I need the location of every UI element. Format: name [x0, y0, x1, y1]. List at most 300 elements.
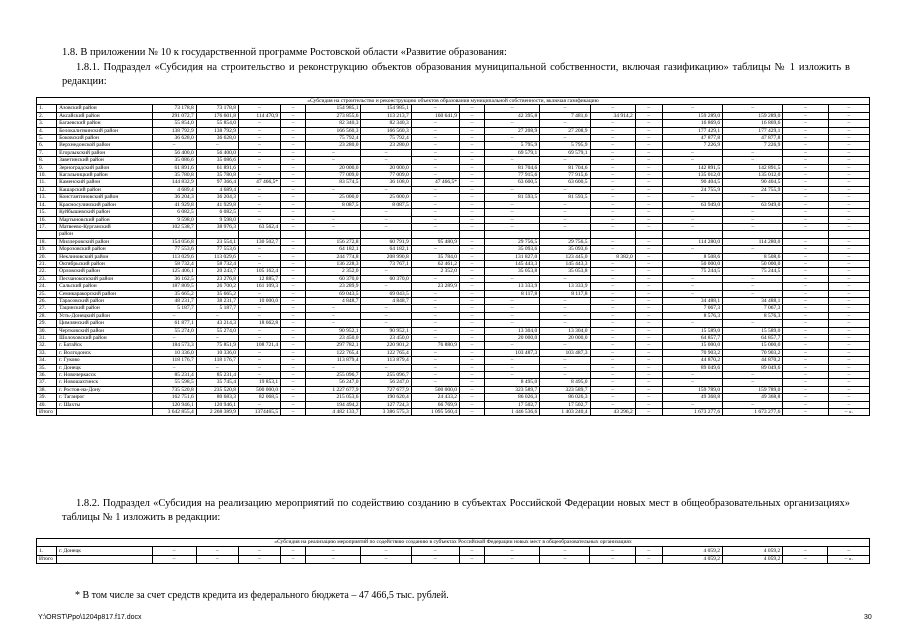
- value-cell: – ».: [828, 555, 870, 563]
- value-cell: 10 336,0: [152, 349, 196, 356]
- value-cell: –: [828, 238, 869, 245]
- value-cell: –: [828, 290, 869, 297]
- value-cell: –: [306, 320, 361, 327]
- table-row: [37, 231, 870, 238]
- value-cell: –: [635, 335, 662, 342]
- value-cell: –: [590, 238, 635, 245]
- value-cell: –: [281, 555, 306, 563]
- value-cell: 90 404,5: [662, 179, 722, 186]
- value-cell: 77 553,6: [152, 246, 196, 253]
- value-cell: –: [828, 201, 869, 208]
- value-cell: –: [485, 105, 540, 112]
- value-cell: –: [590, 555, 635, 563]
- value-cell: 7 067,3: [662, 305, 722, 312]
- value-cell: –: [459, 320, 484, 327]
- district-name-cell: г. Таганрог: [57, 394, 152, 401]
- value-cell: –: [281, 209, 306, 216]
- value-cell: –: [238, 105, 280, 112]
- value-cell: 500 000,0: [238, 386, 280, 393]
- value-cell: 69 043,5: [361, 290, 411, 297]
- row-number-cell: 32.: [37, 342, 57, 349]
- value-cell: 12 885,7: [238, 275, 280, 282]
- value-cell: 113 029,6: [196, 253, 238, 260]
- value-cell: –: [485, 135, 540, 142]
- table-row: [37, 327, 870, 334]
- district-name-cell: г. Волгодонск: [57, 349, 152, 356]
- value-cell: –: [828, 216, 869, 223]
- district-name-cell: г. Донецк: [57, 364, 152, 371]
- district-name-cell: Белокалитвинский район: [57, 127, 152, 134]
- table-row: [37, 349, 870, 356]
- value-cell: –: [459, 186, 484, 193]
- value-cell: [281, 231, 306, 238]
- value-cell: –: [783, 105, 828, 112]
- value-cell: –: [723, 320, 783, 327]
- value-cell: –: [361, 216, 411, 223]
- value-cell: 15 000,0: [723, 342, 783, 349]
- value-cell: –: [459, 547, 484, 555]
- value-cell: –: [411, 327, 459, 334]
- value-cell: –: [723, 372, 783, 379]
- value-cell: 83 574,5: [306, 179, 361, 186]
- value-cell: –: [485, 157, 540, 164]
- value-cell: –: [196, 547, 238, 555]
- value-cell: –: [783, 157, 828, 164]
- value-cell: –: [411, 172, 459, 179]
- value-cell: –: [361, 186, 411, 193]
- value-cell: –: [662, 379, 722, 386]
- value-cell: –: [540, 357, 590, 364]
- value-cell: 69 579,1: [540, 149, 590, 156]
- value-cell: 23 276,8: [196, 275, 238, 282]
- value-cell: –: [828, 547, 870, 555]
- value-cell: 34 488,1: [662, 297, 722, 304]
- value-cell: –: [590, 401, 635, 408]
- value-cell: –: [484, 555, 539, 563]
- value-cell: 35 784,0: [411, 253, 459, 260]
- value-cell: –: [459, 555, 484, 563]
- value-cell: 13 304,0: [540, 327, 590, 334]
- value-cell: –: [238, 305, 280, 312]
- value-cell: 82 340,3: [306, 120, 361, 127]
- value-cell: 4 059,2: [723, 555, 783, 563]
- table-row: [37, 268, 870, 275]
- value-cell: –: [238, 401, 280, 408]
- value-cell: 85 231,4: [152, 372, 196, 379]
- value-cell: –: [459, 297, 484, 304]
- row-number-cell: 1.: [37, 105, 57, 112]
- value-cell: –: [635, 105, 662, 112]
- value-cell: –: [783, 253, 828, 260]
- value-cell: –: [306, 223, 361, 230]
- value-cell: –: [459, 409, 484, 416]
- value-cell: 36 204,3: [152, 194, 196, 201]
- value-cell: 220 901,2: [361, 342, 411, 349]
- value-cell: 36 628,0: [196, 135, 238, 142]
- value-cell: [459, 231, 484, 238]
- value-cell: –: [635, 157, 662, 164]
- value-cell: –: [828, 401, 869, 408]
- row-number-cell: 35.: [37, 364, 57, 371]
- value-cell: 35 780,8: [196, 172, 238, 179]
- value-cell: –: [828, 135, 869, 142]
- value-cell: –: [828, 223, 869, 230]
- value-cell: 297 782,1: [306, 342, 361, 349]
- value-cell: –: [411, 312, 459, 319]
- value-cell: –: [635, 555, 662, 563]
- value-cell: –: [484, 547, 539, 555]
- value-cell: –: [459, 201, 484, 208]
- table-row: [37, 127, 870, 134]
- value-cell: –: [459, 157, 484, 164]
- value-cell: 27 208,9: [485, 127, 540, 134]
- value-cell: [635, 231, 662, 238]
- value-cell: –: [635, 149, 662, 156]
- row-number-cell: 11.: [37, 179, 57, 186]
- value-cell: –: [783, 268, 828, 275]
- value-cell: –: [281, 275, 306, 282]
- value-cell: –: [411, 547, 459, 555]
- value-cell: 20 000,0: [540, 335, 590, 342]
- value-cell: 23 554,1: [196, 238, 238, 245]
- value-cell: –: [783, 209, 828, 216]
- value-cell: –: [411, 305, 459, 312]
- value-cell: 75 244,5: [723, 268, 783, 275]
- value-cell: –: [635, 112, 662, 119]
- value-cell: 41 929,8: [152, 201, 196, 208]
- value-cell: –: [662, 216, 722, 223]
- value-cell: –: [635, 120, 662, 127]
- value-cell: [411, 231, 459, 238]
- value-cell: –: [635, 127, 662, 134]
- row-number-cell: 33.: [37, 349, 57, 356]
- district-name-cell: Тацинский район: [57, 305, 152, 312]
- value-cell: –: [783, 246, 828, 253]
- value-cell: 35 093,6: [485, 246, 540, 253]
- value-cell: –: [238, 201, 280, 208]
- value-cell: –: [783, 127, 828, 134]
- row-number-cell: 7.: [37, 149, 57, 156]
- value-cell: –: [828, 297, 869, 304]
- value-cell: –: [459, 216, 484, 223]
- value-cell: 9 598,0: [196, 216, 238, 223]
- value-cell: –: [635, 223, 662, 230]
- value-cell: 102 538,7: [152, 223, 196, 230]
- value-cell: –: [590, 149, 635, 156]
- value-cell: –: [723, 379, 783, 386]
- value-cell: –: [590, 379, 635, 386]
- value-cell: –: [411, 201, 459, 208]
- table-row: [37, 172, 870, 179]
- value-cell: –: [540, 547, 590, 555]
- table-row: [37, 209, 870, 216]
- value-cell: –: [590, 135, 635, 142]
- value-cell: 47 466,5*: [411, 179, 459, 186]
- value-cell: –: [590, 157, 635, 164]
- value-cell: –: [152, 555, 196, 563]
- value-cell: –: [459, 379, 484, 386]
- value-cell: 120 946,1: [196, 401, 238, 408]
- value-cell: 77 915,6: [540, 172, 590, 179]
- value-cell: 69 579,1: [485, 149, 540, 156]
- value-cell: –: [828, 172, 869, 179]
- value-cell: 75 792,4: [306, 135, 361, 142]
- value-cell: 36 204,3: [196, 194, 238, 201]
- table-row: [37, 179, 870, 186]
- value-cell: –: [662, 372, 722, 379]
- value-cell: –: [459, 305, 484, 312]
- value-cell: –: [783, 349, 828, 356]
- value-cell: –: [540, 275, 590, 282]
- value-cell: –: [411, 223, 459, 230]
- value-cell: 161 109,3: [238, 283, 280, 290]
- value-cell: –: [590, 127, 635, 134]
- value-cell: 63 562,4: [238, 223, 280, 230]
- value-cell: 145 443,3: [485, 260, 540, 267]
- value-cell: 255 096,7: [306, 372, 361, 379]
- table-row: [37, 372, 870, 379]
- value-cell: 114 470,9: [238, 112, 280, 119]
- table-row: [37, 260, 870, 267]
- table-row: [37, 297, 870, 304]
- district-name-cell: Боковский район: [57, 135, 152, 142]
- value-cell: –: [238, 135, 280, 142]
- value-cell: –: [590, 120, 635, 127]
- value-cell: 13 304,0: [485, 327, 540, 334]
- value-cell: –: [238, 246, 280, 253]
- value-cell: –: [281, 238, 306, 245]
- value-cell: 16 869,6: [723, 120, 783, 127]
- value-cell: –: [306, 364, 361, 371]
- district-name-cell: Песчанокопский район: [57, 275, 152, 282]
- value-cell: –: [783, 201, 828, 208]
- value-cell: –: [459, 209, 484, 216]
- value-cell: 17 502,7: [485, 401, 540, 408]
- value-cell: –: [459, 260, 484, 267]
- value-cell: –: [635, 186, 662, 193]
- value-cell: –: [281, 312, 306, 319]
- value-cell: –: [828, 349, 869, 356]
- table-row: [37, 275, 870, 282]
- value-cell: –: [361, 268, 411, 275]
- value-cell: 8 508,6: [662, 253, 722, 260]
- value-cell: 10 000,0: [238, 297, 280, 304]
- value-cell: 8 382,0: [590, 253, 635, 260]
- table-row: [37, 253, 870, 260]
- value-cell: 1 673 277,6: [662, 409, 722, 416]
- row-number-cell: 39.: [37, 394, 57, 401]
- value-cell: 1 403 240,4: [540, 409, 590, 416]
- value-cell: 113 213,7: [361, 112, 411, 119]
- value-cell: –: [828, 246, 869, 253]
- value-cell: 123 445,0: [540, 253, 590, 260]
- value-cell: 35 086,6: [196, 157, 238, 164]
- value-cell: –: [281, 157, 306, 164]
- value-cell: –: [411, 142, 459, 149]
- value-cell: –: [238, 372, 280, 379]
- value-cell: 3 386 575,3: [361, 409, 411, 416]
- value-cell: –: [411, 320, 459, 327]
- value-cell: –: [411, 186, 459, 193]
- value-cell: –: [485, 275, 540, 282]
- district-name-cell: Мартыновский район: [57, 216, 152, 223]
- district-name-cell: Морозовский район: [57, 246, 152, 253]
- value-cell: 154 985,1: [361, 105, 411, 112]
- value-cell: 58 732,4: [152, 260, 196, 267]
- value-cell: –: [590, 312, 635, 319]
- value-cell: 35 665,2: [152, 290, 196, 297]
- value-cell: 77 009,0: [306, 172, 361, 179]
- value-cell: –: [281, 112, 306, 119]
- value-cell: –: [361, 320, 411, 327]
- value-cell: –: [783, 149, 828, 156]
- value-cell: –: [238, 547, 280, 555]
- value-cell: –: [635, 201, 662, 208]
- value-cell: –: [238, 164, 280, 171]
- district-name-cell: Заветинский район: [57, 157, 152, 164]
- value-cell: 64 857,7: [723, 335, 783, 342]
- value-cell: –: [281, 172, 306, 179]
- value-cell: –: [635, 342, 662, 349]
- value-cell: 15 589,0: [723, 327, 783, 334]
- value-cell: –: [662, 401, 722, 408]
- value-cell: –: [723, 149, 783, 156]
- value-cell: –: [281, 357, 306, 364]
- value-cell: 114 280,0: [723, 238, 783, 245]
- value-cell: –: [196, 364, 238, 371]
- value-cell: 64 857,7: [662, 335, 722, 342]
- value-cell: 145 443,3: [540, 260, 590, 267]
- value-cell: 77 915,6: [485, 172, 540, 179]
- value-cell: 81 704,6: [540, 164, 590, 171]
- value-cell: 2 352,0: [306, 268, 361, 275]
- district-name-cell: г. Гуково: [57, 357, 152, 364]
- value-cell: 500 000,0: [411, 386, 459, 393]
- value-cell: –: [281, 409, 306, 416]
- value-cell: 75 851,9: [196, 342, 238, 349]
- value-cell: 27 208,9: [540, 127, 590, 134]
- value-cell: –: [306, 305, 361, 312]
- value-cell: 34 914,2: [590, 112, 635, 119]
- value-cell: –: [540, 305, 590, 312]
- value-cell: 159 789,0: [723, 386, 783, 393]
- value-cell: –: [828, 120, 869, 127]
- value-cell: 130 502,7: [238, 238, 280, 245]
- value-cell: –: [590, 327, 635, 334]
- value-cell: 103 487,3: [540, 349, 590, 356]
- value-cell: 166 560,3: [361, 127, 411, 134]
- value-cell: –: [540, 157, 590, 164]
- value-cell: –: [635, 253, 662, 260]
- value-cell: –: [540, 312, 590, 319]
- value-cell: –: [662, 320, 722, 327]
- value-cell: –: [281, 320, 306, 327]
- value-cell: –: [662, 290, 722, 297]
- value-cell: –: [828, 260, 869, 267]
- value-cell: 16 869,6: [662, 120, 722, 127]
- value-cell: 86 026,3: [485, 394, 540, 401]
- row-number-cell: 15.: [37, 209, 57, 216]
- table-row: [37, 394, 870, 401]
- value-cell: –: [238, 186, 280, 193]
- value-cell: –: [590, 357, 635, 364]
- value-cell: –: [662, 149, 722, 156]
- value-cell: 8 117,8: [485, 290, 540, 297]
- value-cell: –: [723, 401, 783, 408]
- value-cell: 15 589,0: [662, 327, 722, 334]
- value-cell: 95 480,9: [411, 238, 459, 245]
- row-number-cell: 18.: [37, 238, 57, 245]
- value-cell: –: [485, 320, 540, 327]
- value-cell: –: [783, 335, 828, 342]
- value-cell: –: [662, 283, 722, 290]
- value-cell: –: [485, 364, 540, 371]
- value-cell: –: [723, 216, 783, 223]
- district-name-cell: Багаевский район: [57, 120, 152, 127]
- value-cell: –: [540, 372, 590, 379]
- value-cell: –: [281, 120, 306, 127]
- value-cell: 159 289,0: [723, 112, 783, 119]
- value-cell: –: [459, 357, 484, 364]
- value-cell: –: [662, 105, 722, 112]
- value-cell: –: [281, 394, 306, 401]
- value-cell: –: [238, 157, 280, 164]
- row-number-cell: 28.: [37, 312, 57, 319]
- district-name-cell: Сальский район: [57, 283, 152, 290]
- table-2-caption: «Субсидия на реализацию мероприятий по содействию созданию в субъектах Российской Федерации новых мест в общеобразовательных организациях: [37, 539, 870, 547]
- value-cell: 35 053,8: [485, 268, 540, 275]
- value-cell: –: [306, 157, 361, 164]
- value-cell: 4 059,2: [723, 547, 783, 555]
- value-cell: 66 769,9: [411, 401, 459, 408]
- row-number-cell: 1.: [37, 547, 57, 555]
- value-cell: 177 429,1: [723, 127, 783, 134]
- value-cell: –: [828, 394, 869, 401]
- table-row: [37, 105, 870, 112]
- value-cell: 4 059,2: [662, 547, 722, 555]
- value-cell: –: [411, 194, 459, 201]
- table-row: [37, 157, 870, 164]
- value-cell: –: [361, 209, 411, 216]
- value-cell: 13 333,9: [540, 283, 590, 290]
- value-cell: –: [783, 305, 828, 312]
- value-cell: –: [281, 283, 306, 290]
- value-cell: –: [459, 364, 484, 371]
- value-cell: –: [485, 201, 540, 208]
- value-cell: 64 182,1: [306, 246, 361, 253]
- value-cell: –: [196, 312, 238, 319]
- value-cell: 23 450,0: [306, 335, 361, 342]
- value-cell: 1 673 277,6: [723, 409, 783, 416]
- value-cell: –: [281, 260, 306, 267]
- value-cell: –: [828, 379, 869, 386]
- value-cell: –: [281, 297, 306, 304]
- value-cell: 81 593,5: [540, 194, 590, 201]
- value-cell: –: [459, 172, 484, 179]
- value-cell: –: [635, 142, 662, 149]
- value-cell: 17 502,7: [540, 401, 590, 408]
- value-cell: –: [485, 305, 540, 312]
- value-cell: –: [590, 386, 635, 393]
- value-cell: –: [540, 223, 590, 230]
- value-cell: –: [459, 283, 484, 290]
- value-cell: [238, 231, 280, 238]
- value-cell: –: [635, 172, 662, 179]
- value-cell: –: [662, 246, 722, 253]
- value-cell: –: [783, 386, 828, 393]
- value-cell: –: [723, 223, 783, 230]
- value-cell: 69 043,5: [306, 290, 361, 297]
